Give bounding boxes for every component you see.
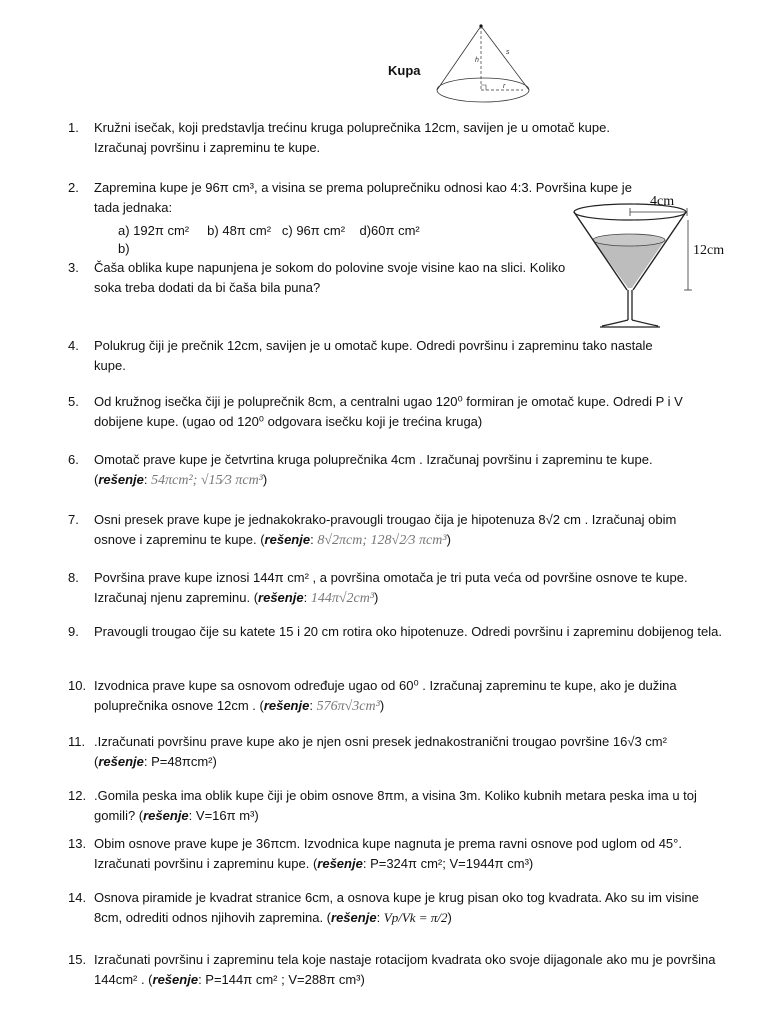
solution-label: rešenje: [143, 808, 189, 823]
solution-label: rešenje: [98, 754, 144, 769]
problem-11: 11. .Izračunati površinu prave kupe ako je njen osni presek jednakostranični trougao površine 16√3 cm² (rešenje: P=48πcm²): [68, 734, 667, 769]
problem-number: 14.: [68, 890, 87, 905]
solution-label: rešenje: [258, 590, 304, 605]
solution-formula: 144π√2cm³: [310, 591, 375, 606]
glass-top-dimension: 4cm: [650, 194, 675, 209]
answer-b: b) 48π cm²: [207, 223, 272, 238]
problem-number: 10.: [68, 678, 87, 693]
solution-formula: 54πcm²; √15⁄3 πcm³: [151, 473, 263, 488]
problem-4: [68, 336, 668, 376]
problem-number: 12.: [68, 788, 87, 803]
problem-text: Omotač prave kupe je četvrtina kruga poluprečnika 4cm . Izračunaj površinu i zapreminu te kupe. (: [94, 452, 653, 487]
problem-number: 9.: [68, 624, 79, 639]
answer-b-empty: b): [118, 241, 130, 256]
solution-label: rešenje: [152, 972, 199, 987]
solution-close: ): [262, 472, 268, 487]
problem-number: 1.: [68, 120, 79, 135]
answer-c: c) 96π cm²: [281, 223, 346, 238]
problem-number: 13.: [68, 836, 87, 851]
cone-r-label: r: [503, 83, 506, 90]
solution-label: rešenje: [331, 910, 377, 925]
solution-label: rešenje: [264, 532, 311, 547]
solution-close: ): [379, 698, 385, 713]
problem-text: Od kružnog isečka čiji je poluprečnik 8cm, a centralni ugao 120⁰ formiran je omotač kupe. Odredi P i V dobijene kupe. (ugao od 120⁰ odgovara isečku koji je trećina kruga): [94, 394, 683, 429]
solution-formula: Vp/Vk = π/2: [383, 910, 448, 925]
problem-15: 15. Izračunati površinu i zapreminu tela koje nastaje rotacijom kvadrata oko svoje dijagonale ako mu je površina 144cm² . (rešenje: P=144π cm² ; V=288π cm³): [68, 952, 716, 987]
solution-label: rešenje: [317, 856, 363, 871]
glass-figure: [572, 198, 760, 332]
solution-label: rešenje: [263, 698, 310, 713]
problem-number: 11.: [68, 734, 86, 749]
glass-side-dimension: 12cm: [693, 243, 725, 258]
problem-number: 7.: [68, 512, 79, 527]
solution-close: ): [212, 754, 217, 769]
solution-close: ): [374, 590, 379, 605]
problem-number: 8.: [68, 570, 79, 585]
answer-a: a) 192π cm²: [118, 223, 190, 238]
problem-number: 4.: [68, 338, 79, 353]
answer-d: d)60π cm²: [359, 223, 420, 238]
problem-number: 3.: [68, 260, 79, 275]
problem-text: Pravougli trougao čije su katete 15 i 20 cm rotira oko hipotenuze. Odredi površinu i zapreminu dobijenog tela.: [94, 624, 722, 639]
problem-12: 12. .Gomila peska ima oblik kupe čiji je obim osnove 8πm, a visina 3m. Koliko kubnih metara peska ima u toj gomili? (rešenje: V=16π m³): [68, 788, 697, 823]
solution-formula: P=48πcm²: [151, 754, 213, 769]
problem-1: [68, 118, 658, 158]
cone-figure: [433, 22, 537, 106]
problem-2: [68, 178, 648, 218]
problem-text: Kružni isečak, koji predstavlja trećinu kruga poluprečnika 12cm, savijen je u omotač kupe. Izračunaj površinu i zapreminu te kupe.: [94, 120, 610, 155]
problem-text: Izračunati površinu i zapreminu tela koje nastaje rotacijom kvadrata oko svoje dijagonale ako mu je površina 144cm² . (: [94, 952, 716, 987]
problem-text: Obim osnove prave kupe je 36πcm. Izvodnica kupe nagnuta je prema ravni osnove pod uglom od 45°. Izračunati površinu i zapreminu kupe. (: [94, 836, 682, 871]
problem-text: Osnova piramide je kvadrat stranice 6cm, a osnova kupe je krug pisan oko tog kvadrata. Ako su im visine 8cm, odrediti odnos njihovih zapremina. (: [94, 890, 699, 925]
solution-close: ): [447, 910, 452, 925]
problem-text: .Gomila peska ima oblik kupe čiji je obim osnove 8πm, a visina 3m. Koliko kubnih metara peska ima u toj gomili? (: [94, 788, 697, 823]
problem-9: [68, 622, 728, 642]
problem-number: 5.: [68, 394, 79, 409]
solution-close: ): [254, 808, 259, 823]
solution-formula: V=16π m³: [195, 808, 255, 823]
problem-text: Polukrug čiji je prečnik 12cm, savijen je u omotač kupe. Odredi površinu i zapreminu tako nastale kupe.: [94, 338, 653, 373]
cone-h-label: h: [475, 57, 479, 64]
problem-13: 13. Obim osnove prave kupe je 36πcm. Izvodnica kupe nagnuta je prema ravni osnove pod uglom od 45°. Izračunati površinu i zapreminu kupe. (rešenje: P=324π cm²; V=1944π cm³): [68, 836, 682, 871]
problem-10: 10. Izvodnica prave kupe sa osnovom određuje ugao od 60⁰ . Izračunaj zapreminu te kupe, ako je dužina poluprečnika osnove 12cm . (rešenje: 576π√3cm³): [68, 678, 677, 714]
solution-label: rešenje: [98, 472, 144, 487]
answer-choices: [118, 222, 420, 258]
solution-close: ): [528, 856, 534, 871]
problem-text: Površina prave kupe iznosi 144π cm² , a površina omotača je tri puta veća od površine osnove te kupe. Izračunaj njenu zapreminu. (: [94, 570, 688, 605]
cone-s-label: s: [506, 49, 510, 56]
solution-formula: 8√2πcm; 128√2⁄3 πcm³: [317, 533, 447, 548]
problem-number: 6.: [68, 452, 79, 467]
problem-text: Izvodnica prave kupe sa osnovom određuje ugao od 60⁰ . Izračunaj zapreminu te kupe, ako je dužina poluprečnika osnove 12cm . (: [94, 678, 677, 713]
problem-number: 2.: [68, 180, 79, 195]
solution-formula: P=324π cm²; V=1944π cm³: [370, 856, 529, 871]
problem-7: 7. Osni presek prave kupe je jednakokrako-pravougli trougao čija je hipotenuza 8√2 cm . Izračunaj obim osnove i zapreminu te kupe. (rešenje: 8√2πcm; 128√2⁄3 πcm³): [68, 512, 677, 548]
solution-formula: P=144π cm² ; V=288π cm³: [205, 972, 361, 987]
problem-6: 6. Omotač prave kupe je četvrtina kruga poluprečnika 4cm . Izračunaj površinu i zapreminu te kupe. (rešenje: 54πcm²; √15⁄3 πcm³): [68, 452, 653, 488]
solution-close: ): [446, 532, 451, 547]
problem-3: [68, 258, 588, 298]
problem-text: Osni presek prave kupe je jednakokrako-pravougli trougao čija je hipotenuza 8√2 cm . Izračunaj obim osnove i zapreminu te kupe. (: [94, 512, 677, 547]
problem-text: Čaša oblika kupe napunjena je sokom do polovine svoje visine kao na slici. Koliko soka treba dodati da bi čaša bila puna?: [94, 260, 566, 295]
problem-text: Zapremina kupe je 96π cm³, a visina se prema poluprečniku odnosi kao 4:3. Površina kupe je tada jednaka:: [94, 180, 632, 215]
problem-14: 14. Osnova piramide je kvadrat stranice 6cm, a osnova kupe je krug pisan oko tog kvadrata. Ako su im visine 8cm, odrediti odnos njihovih zapremina. (rešenje: Vp/Vk = π/2): [68, 890, 699, 925]
solution-close: ): [360, 972, 365, 987]
problem-5: [68, 392, 698, 432]
page-title: Kupa: [388, 63, 421, 78]
problem-8: 8. Površina prave kupe iznosi 144π cm² , a površina omotača je tri puta veća od površine osnove te kupe. Izračunaj njenu zapreminu. (rešenje: 144π√2cm³): [68, 570, 688, 606]
problem-text: .Izračunati površinu prave kupe ako je njen osni presek jednakostranični trougao površine 16√3 cm² (: [94, 734, 667, 769]
solution-formula: 576π√3cm³: [316, 699, 380, 714]
problem-number: 15.: [68, 952, 87, 967]
